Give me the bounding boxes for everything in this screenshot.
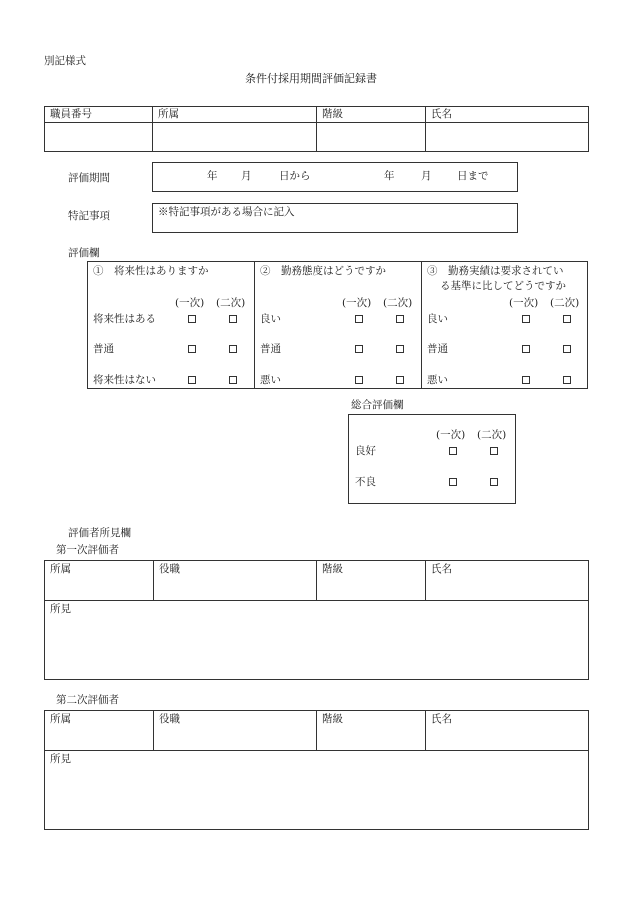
employee-number-header: 職員番号 [50, 108, 92, 120]
form-label: 別記様式 [44, 55, 86, 67]
period-start-year: 年 [207, 170, 218, 182]
overall-option-label: 不良 [355, 476, 376, 488]
evaluator-section-label: 評価者所見欄 [68, 527, 131, 539]
q2-first-checkbox[interactable] [355, 345, 363, 353]
first-evaluator-rank-label: 階級 [322, 563, 343, 575]
second-evaluator-department-label: 所属 [50, 713, 71, 725]
employee-number-field[interactable] [46, 124, 150, 150]
q3-option-label: 良い [427, 313, 448, 325]
special-notes-label: 特記事項 [68, 210, 110, 222]
first-evaluator-position-label: 役職 [159, 563, 180, 575]
q2-option-label: 悪い [260, 374, 281, 386]
overall-box [348, 414, 516, 504]
q3-first-checkbox[interactable] [522, 315, 530, 323]
first-evaluator-divider [44, 600, 589, 601]
page-title: 条件付採用期間評価記録書 [245, 72, 377, 85]
first-evaluator-name-label: 氏名 [431, 563, 452, 575]
period-start-month: 月 [241, 170, 252, 182]
q2-first-checkbox[interactable] [355, 376, 363, 384]
overall-second-checkbox[interactable] [490, 478, 498, 486]
rank-header: 階級 [322, 108, 343, 120]
period-label: 評価期間 [68, 172, 110, 184]
overall-first-header: (一次) [436, 429, 466, 441]
employee-table-col-divider [425, 106, 426, 152]
q3-title-line1: ③ 勤務実績は要求されてい [427, 265, 564, 277]
first-evaluator-department-label: 所属 [50, 563, 71, 575]
q3-first-checkbox[interactable] [522, 376, 530, 384]
second-evaluator-col-divider [316, 710, 317, 750]
evaluation-label: 評価欄 [68, 247, 100, 259]
employee-table-col-divider [316, 106, 317, 152]
overall-second-header: (二次) [477, 429, 507, 441]
period-start-day: 日から [279, 170, 311, 182]
overall-option-label: 良好 [355, 445, 376, 457]
first-evaluator-heading: 第一次評価者 [56, 544, 119, 556]
second-evaluator-col-divider [153, 710, 154, 750]
q1-option-label: 普通 [93, 343, 114, 355]
first-evaluator-col-divider [316, 560, 317, 600]
second-evaluator-heading: 第二次評価者 [56, 694, 119, 706]
first-evaluator-col-divider [153, 560, 154, 600]
q1-first-checkbox[interactable] [188, 345, 196, 353]
q1-option-label: 将来性はある [93, 313, 156, 325]
q1-first-checkbox[interactable] [188, 315, 196, 323]
second-evaluator-position-label: 役職 [159, 713, 180, 725]
q1-option-label: 将来性はない [93, 374, 156, 386]
q2-title: ② 勤務態度はどうですか [260, 265, 386, 277]
q1-second-checkbox[interactable] [229, 315, 237, 323]
q1-second-checkbox[interactable] [229, 345, 237, 353]
q3-title-line2: る基準に比してどうですか [440, 280, 566, 292]
q3-second-header: (二次) [550, 297, 580, 309]
q3-first-header: (一次) [509, 297, 539, 309]
q2-second-checkbox[interactable] [396, 315, 404, 323]
q3-option-label: 悪い [427, 374, 448, 386]
q3-second-checkbox[interactable] [563, 376, 571, 384]
first-evaluator-col-divider [425, 560, 426, 600]
q1-second-checkbox[interactable] [229, 376, 237, 384]
second-evaluator-name-label: 氏名 [431, 713, 452, 725]
name-header: 氏名 [431, 108, 452, 120]
q1-first-checkbox[interactable] [188, 376, 196, 384]
q3-second-checkbox[interactable] [563, 345, 571, 353]
q2-second-checkbox[interactable] [396, 376, 404, 384]
q3-second-checkbox[interactable] [563, 315, 571, 323]
second-evaluator-col-divider [425, 710, 426, 750]
overall-first-checkbox[interactable] [449, 478, 457, 486]
q1-second-header: (二次) [216, 297, 246, 309]
overall-second-checkbox[interactable] [490, 447, 498, 455]
first-evaluator-remarks-label: 所見 [50, 603, 71, 615]
q2-option-label: 普通 [260, 343, 281, 355]
q3-option-label: 普通 [427, 343, 448, 355]
department-field[interactable] [154, 124, 314, 150]
rank-field[interactable] [318, 124, 423, 150]
second-evaluator-remarks-label: 所見 [50, 753, 71, 765]
q1-first-header: (一次) [175, 297, 205, 309]
q2-first-header: (一次) [342, 297, 372, 309]
q2-second-header: (二次) [383, 297, 413, 309]
evaluation-grid-divider [254, 261, 255, 389]
overall-label: 総合評価欄 [351, 399, 404, 411]
overall-first-checkbox[interactable] [449, 447, 457, 455]
q2-option-label: 良い [260, 313, 281, 325]
second-evaluator-rank-label: 階級 [322, 713, 343, 725]
second-evaluator-remarks-field[interactable] [46, 768, 587, 828]
period-end-day: 日まで [457, 170, 489, 182]
q2-second-checkbox[interactable] [396, 345, 404, 353]
first-evaluator-remarks-field[interactable] [46, 618, 587, 678]
period-end-month: 月 [421, 170, 432, 182]
special-notes-hint: ※特記事項がある場合に記入 [158, 206, 295, 218]
q3-first-checkbox[interactable] [522, 345, 530, 353]
evaluation-grid-divider [421, 261, 422, 389]
q1-title: ① 将来性はありますか [93, 265, 209, 277]
name-field[interactable] [427, 124, 587, 150]
second-evaluator-divider [44, 750, 589, 751]
department-header: 所属 [158, 108, 179, 120]
q2-first-checkbox[interactable] [355, 315, 363, 323]
employee-table-col-divider [152, 106, 153, 152]
period-end-year: 年 [384, 170, 395, 182]
